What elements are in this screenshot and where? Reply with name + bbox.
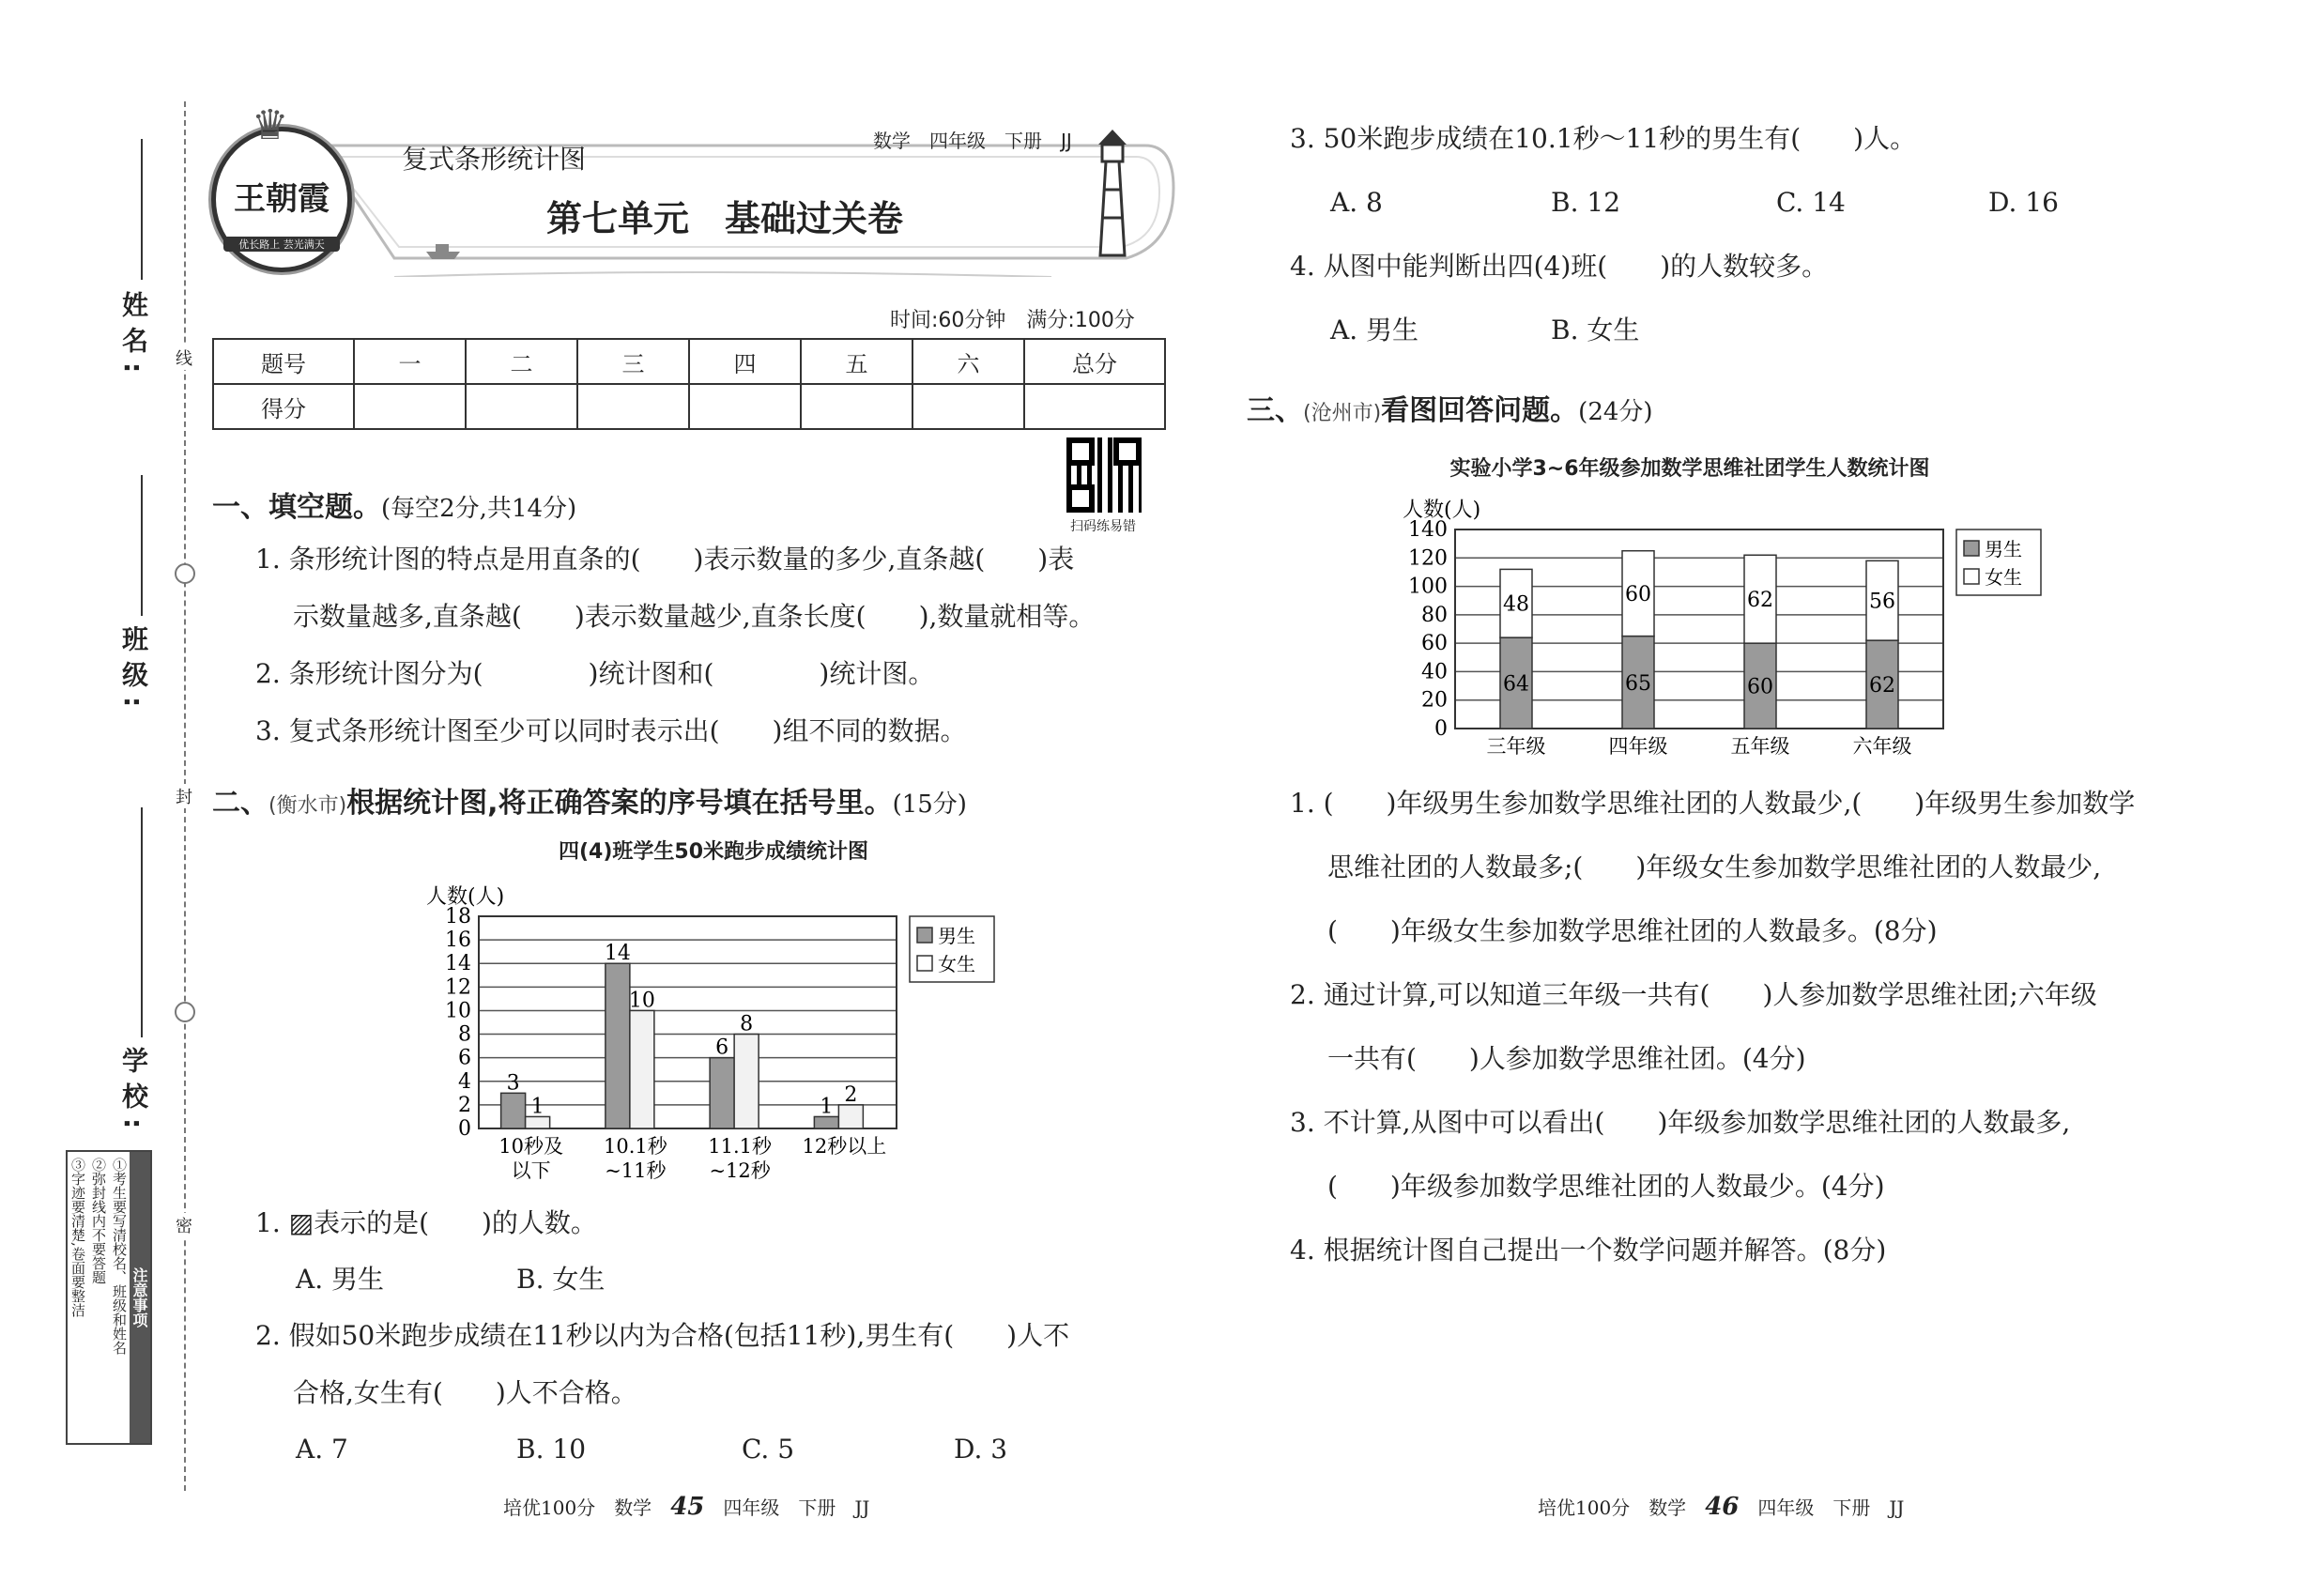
y-tick-label: 6	[458, 1046, 471, 1070]
x-tick-label: 五年级	[1730, 735, 1790, 757]
binding-mark-line: 线	[173, 345, 195, 370]
legend-swatch-boys	[1964, 541, 1979, 556]
qr-caption: 扫码练易错	[1070, 519, 1136, 534]
time-score: 时间:60分钟 满分:100分	[890, 309, 1135, 332]
score-input[interactable]	[1024, 384, 1165, 429]
footer-left: 培优100分 数学 45 四年级 下册 JJ	[503, 1493, 870, 1521]
score-header-cell: 五	[801, 339, 912, 384]
score-header-cell: 六	[912, 339, 1024, 384]
section2-heading: 二、(衡水市)根据统计图,将正确答案的序号填在括号里。(15分)	[212, 787, 967, 820]
y-tick-label: 40	[1421, 660, 1448, 684]
binding-dot	[175, 1002, 195, 1022]
data-label: 62	[1747, 589, 1773, 613]
y-tick-label: 18	[445, 905, 471, 928]
chart1	[413, 869, 1033, 1189]
s2-q1-option-b[interactable]: B. 女生	[516, 1264, 606, 1295]
data-label: 65	[1625, 671, 1651, 696]
score-header-cell: 一	[354, 339, 466, 384]
lighthouse-icon	[1080, 124, 1145, 260]
bar-girls	[838, 1105, 863, 1128]
y-tick-label: 0	[1434, 717, 1448, 741]
x-tick-label: 11.1秒	[708, 1135, 773, 1158]
y-tick-label: 8	[458, 1022, 471, 1047]
name-field[interactable]	[141, 139, 143, 280]
name-label: 姓名:	[118, 291, 149, 383]
logo-badge	[211, 101, 352, 272]
data-label: 10	[628, 989, 655, 1013]
y-tick-label: 14	[445, 952, 471, 976]
x-tick-label: 三年级	[1486, 735, 1546, 757]
s1-q1-line2: 示数量越多,直条越( )表示数量越少,直条长度( ),数量就相等。	[293, 601, 1096, 632]
logo-text: 王朝霞	[234, 180, 330, 218]
x-tick-label: ~12秒	[709, 1159, 771, 1182]
s2-q4-option-a[interactable]: A. 男生	[1330, 315, 1419, 345]
page-title: 第七单元 基础过关卷	[546, 198, 904, 239]
notes-item: ②弥封线内不要答题	[90, 1158, 107, 1284]
score-header-cell: 四	[689, 339, 801, 384]
binding-mark-seal: 封	[173, 784, 195, 808]
data-label: 56	[1869, 590, 1895, 614]
s2-q2-option-b[interactable]: B. 10	[516, 1434, 587, 1465]
y-tick-label: 120	[1408, 546, 1448, 571]
s2-q3: 3. 50米跑步成绩在10.1秒～11秒的男生有( )人。	[1290, 123, 1917, 154]
s2-q3-option-a[interactable]: A. 8	[1330, 187, 1383, 218]
legend-swatch-girls	[917, 956, 932, 971]
x-tick-label: ~11秒	[605, 1159, 667, 1182]
x-tick-label: 12秒以上	[802, 1135, 887, 1158]
score-header-cell: 二	[466, 339, 577, 384]
y-tick-label: 80	[1421, 603, 1448, 627]
school-label: 学校:	[118, 1047, 149, 1139]
legend-label: 女生	[1985, 566, 2022, 589]
data-label: 2	[844, 1082, 858, 1107]
score-header-cell: 三	[577, 339, 689, 384]
y-axis-label: 人数(人)	[426, 885, 505, 909]
y-tick-label: 140	[1408, 518, 1448, 542]
s2-q3-option-b[interactable]: B. 12	[1551, 187, 1621, 218]
notes-title: 注意事项	[130, 1152, 150, 1443]
bar-boys	[710, 1058, 734, 1128]
crown-icon: ♛	[252, 101, 289, 149]
x-tick-label: 六年级	[1852, 735, 1912, 757]
y-axis-label: 人数(人)	[1403, 499, 1481, 522]
logo-sub: 优长路上 芸光满天	[223, 237, 340, 252]
bar-girls	[734, 1035, 759, 1128]
y-tick-label: 16	[445, 928, 471, 953]
legend-label: 男生	[938, 925, 975, 947]
score-header-cell: 总分	[1024, 339, 1165, 384]
ship-icon	[424, 237, 462, 261]
s3-q1-line1: 1. ( )年级男生参加数学思维社团的人数最少,( )年级男生参加数学	[1290, 788, 2136, 819]
data-label: 48	[1503, 592, 1529, 617]
s2-q2-line1: 2. 假如50米跑步成绩在11秒以内为合格(包括11秒),男生有( )人不	[255, 1320, 1070, 1351]
s2-q4-option-b[interactable]: B. 女生	[1551, 315, 1640, 345]
bar-boys	[606, 963, 630, 1128]
s1-q1-line1: 1. 条形统计图的特点是用直条的( )表示数量的多少,直条越( )表	[255, 544, 1075, 575]
data-label: 1	[530, 1095, 544, 1119]
bar-boys	[501, 1093, 526, 1128]
s3-q1-line3: ( )年级女生参加数学思维社团的人数最多。(8分)	[1327, 915, 1938, 946]
score-row-label: 得分	[213, 384, 354, 429]
y-tick-label: 60	[1421, 632, 1448, 656]
chart2-title: 实验小学3~6年级参加数学思维社团学生人数统计图	[1449, 457, 1930, 481]
notes-item: ①考生要写清校名、班级和姓名	[111, 1158, 128, 1355]
topic-label: 复式条形统计图	[402, 144, 587, 175]
data-label: 8	[740, 1012, 754, 1036]
score-input[interactable]	[354, 384, 466, 429]
y-tick-label: 12	[445, 975, 471, 1000]
score-input[interactable]	[466, 384, 577, 429]
school-field[interactable]	[141, 807, 143, 1037]
s2-q2-option-d[interactable]: D. 3	[954, 1434, 1008, 1465]
s3-q2-line1: 2. 通过计算,可以知道三年级一共有( )人参加数学思维社团;六年级	[1290, 979, 2097, 1010]
qr-code-icon[interactable]	[1066, 437, 1142, 513]
s3-q2-line2: 一共有( )人参加数学思维社团。(4分)	[1327, 1043, 1806, 1074]
legend-swatch-girls	[1964, 569, 1979, 584]
s3-q1-line2: 思维社团的人数最多;( )年级女生参加数学思维社团的人数最少,	[1327, 852, 2102, 882]
notes-box	[66, 1150, 152, 1445]
score-header-cell: 题号	[213, 339, 354, 384]
data-label: 60	[1747, 675, 1773, 699]
binding-dot	[175, 563, 195, 584]
chart1-title: 四(4)班学生50米跑步成绩统计图	[558, 840, 869, 864]
page-number: 46	[1705, 1493, 1740, 1521]
data-label: 6	[715, 1036, 729, 1060]
bar-girls	[630, 1010, 654, 1128]
data-label: 60	[1625, 583, 1651, 607]
s2-q2-option-c[interactable]: C. 5	[742, 1434, 795, 1465]
y-tick-label: 100	[1408, 575, 1448, 599]
data-label: 3	[506, 1071, 520, 1096]
y-tick-label: 0	[458, 1117, 471, 1141]
header-meta: 数学 四年级 下册 JJ	[873, 130, 1072, 152]
score-input[interactable]	[689, 384, 801, 429]
x-tick-label: 四年级	[1608, 735, 1668, 757]
s3-q3-line1: 3. 不计算,从图中可以看出( )年级参加数学思维社团的人数最多,	[1290, 1107, 2071, 1138]
s1-q3: 3. 复式条形统计图至少可以同时表示出( )组不同的数据。	[255, 715, 967, 746]
page-number: 45	[670, 1493, 705, 1521]
class-field[interactable]	[141, 475, 143, 616]
s3-q4: 4. 根据统计图自己提出一个数学问题并解答。(8分)	[1290, 1235, 1887, 1266]
s2-q3-option-d[interactable]: D. 16	[1988, 187, 2059, 218]
s2-q2-line2: 合格,女生有( )人不合格。	[293, 1377, 637, 1408]
data-label: 14	[604, 942, 631, 966]
footer-right: 培优100分 数学 46 四年级 下册 JJ	[1538, 1493, 1905, 1521]
chart2	[1371, 484, 2065, 757]
score-input[interactable]	[801, 384, 912, 429]
score-input[interactable]	[912, 384, 1024, 429]
s2-q4: 4. 从图中能判断出四(4)班( )的人数较多。	[1290, 251, 1829, 282]
class-label: 班级:	[118, 625, 149, 717]
binding-mark-secret: 密	[173, 1213, 195, 1237]
legend-label: 女生	[938, 953, 975, 975]
data-label: 62	[1869, 674, 1895, 698]
score-table	[212, 338, 1166, 430]
section3-heading: 三、(沧州市)看图回答问题。(24分)	[1247, 394, 1653, 427]
section1-heading: 一、填空题。(每空2分,共14分)	[212, 491, 577, 524]
y-tick-label: 20	[1421, 688, 1448, 713]
y-tick-label: 10	[445, 999, 471, 1023]
s2-q1-option-a[interactable]: A. 男生	[296, 1264, 385, 1295]
data-label: 1	[820, 1095, 834, 1119]
s2-q2-option-a[interactable]: A. 7	[296, 1434, 348, 1465]
x-tick-label: 10.1秒	[603, 1135, 667, 1158]
score-input[interactable]	[577, 384, 689, 429]
notes-item: ③字迹要清楚,卷面要整洁	[69, 1158, 86, 1317]
s2-q1: 1. ▨表示的是( )的人数。	[255, 1207, 597, 1238]
data-label: 64	[1503, 672, 1529, 697]
x-tick-label: 以下	[511, 1159, 551, 1182]
legend-swatch-boys	[917, 928, 932, 943]
s2-q3-option-c[interactable]: C. 14	[1776, 187, 1846, 218]
legend-label: 男生	[1985, 538, 2022, 560]
x-tick-label: 10秒及	[498, 1135, 563, 1158]
s1-q2: 2. 条形统计图分为( )统计图和( )统计图。	[255, 658, 935, 689]
y-tick-label: 4	[458, 1069, 471, 1094]
y-tick-label: 2	[458, 1093, 471, 1117]
s3-q3-line2: ( )年级参加数学思维社团的人数最少。(4分)	[1327, 1171, 1885, 1202]
